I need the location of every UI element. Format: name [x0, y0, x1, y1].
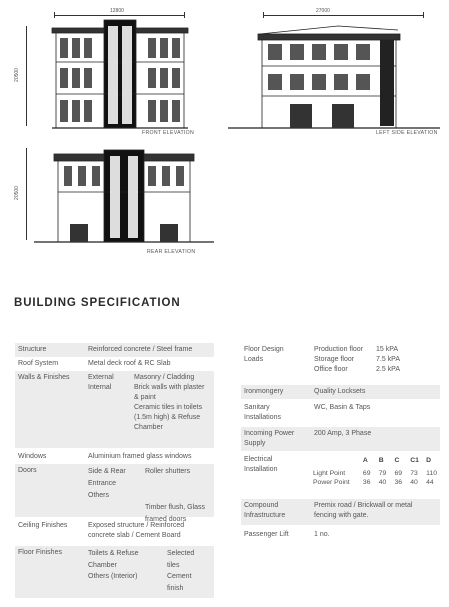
power-point-label: Power Point	[313, 479, 350, 486]
floor-load-name: Office floor	[314, 366, 348, 373]
spec-subtype: Toilets & Refuse Chamber Others (Interior)	[88, 550, 139, 580]
spec-row-floor-loads	[241, 343, 440, 383]
light-point-value: 79	[378, 469, 387, 477]
spec-label: Passenger Lift	[244, 531, 289, 538]
left-spec-table	[15, 343, 214, 598]
light-point-value: 69	[362, 469, 371, 477]
left-side-elevation-caption: LEFT SIDE ELEVATION	[376, 130, 438, 136]
spec-label: Sanitary Installations	[244, 404, 281, 421]
light-point-label: Light Point	[313, 469, 346, 477]
spec-label: Roof System	[18, 360, 59, 367]
spec-value: Selected tiles Cement finish	[167, 550, 195, 592]
spec-row-power	[241, 427, 440, 451]
rear-height-dimension: 20500	[13, 186, 20, 200]
spec-row-roof	[15, 357, 214, 371]
spec-row-electrical	[241, 453, 440, 497]
power-point-value: 36	[362, 479, 371, 486]
electrical-column-header: C	[394, 457, 400, 464]
building-specification-heading: BUILDING SPECIFICATION	[14, 297, 181, 309]
spec-subtype: External Internal	[88, 374, 114, 391]
spec-value: Premix road / Brickwall or metal fencing with gate.	[314, 502, 413, 519]
left-side-elevation-drawing	[228, 20, 440, 130]
spec-label: Doors	[18, 467, 37, 474]
spec-label: Walls & Finishes	[18, 374, 70, 381]
spec-row-lift	[241, 528, 440, 542]
spec-label: Compound Infrastructure	[244, 502, 286, 519]
spec-label: Structure	[18, 346, 47, 353]
electrical-points-table	[313, 456, 440, 488]
right-spec-table	[241, 343, 440, 548]
spec-value: WC, Basin & Taps	[314, 404, 371, 411]
front-elevation-caption: FRONT ELEVATION	[142, 130, 195, 136]
spec-label: Floor Finishes	[18, 549, 62, 556]
spec-row-structure	[15, 343, 214, 357]
floor-load-name: Storage floor	[314, 356, 355, 363]
power-point-value: 44	[426, 479, 434, 486]
power-point-value: 36	[394, 479, 403, 486]
power-point-value: 40	[410, 479, 418, 486]
spec-label: Electrical Installation	[244, 456, 278, 473]
electrical-column-header: C1	[410, 457, 419, 464]
rear-elevation	[14, 146, 214, 261]
floor-load-value: 2.5 kPA	[376, 366, 400, 373]
left-width-dimension: 27000	[316, 8, 330, 14]
spec-row-compound	[241, 499, 440, 525]
spec-row-ironmongery	[241, 385, 440, 399]
spec-value: Masonry / Cladding Brick walls with plaster & paint Ceramic tiles in toilets (1.5m high) & Refuse Chamber	[134, 374, 205, 431]
spec-value: Quality Locksets	[314, 388, 366, 395]
spec-row-floor	[15, 546, 214, 598]
front-elevation-drawing	[50, 18, 190, 130]
front-width-dimension: 12800	[110, 8, 124, 14]
floor-load-value: 7.5 kPA	[376, 356, 400, 363]
electrical-column-header: A	[362, 457, 368, 464]
electrical-column-header: D	[426, 457, 432, 464]
floor-load-value: 15 kPA	[376, 346, 399, 353]
spec-label: Ironmongery	[244, 388, 284, 395]
spec-row-ceiling	[15, 519, 214, 545]
spec-value: 1 no.	[314, 531, 330, 538]
spec-label: Floor Design Loads	[244, 346, 284, 363]
left-side-elevation	[228, 6, 443, 141]
spec-subtype: Side & Rear Entrance Others	[88, 468, 126, 499]
rear-elevation-drawing	[34, 146, 214, 244]
spec-value: Exposed structure / Reinforced concrete slab / Cement Board	[88, 522, 185, 539]
front-elevation	[14, 6, 199, 141]
spec-row-doors	[15, 464, 214, 523]
front-height-dimension: 20500	[13, 68, 20, 82]
spec-row-windows	[15, 450, 214, 464]
spec-row-walls	[15, 371, 214, 448]
power-point-value: 40	[378, 479, 387, 486]
floor-load-name: Production floor	[314, 346, 364, 353]
spec-value: Reinforced concrete / Steel frame	[88, 346, 193, 353]
spec-value: Metal deck roof & RC Slab	[88, 360, 171, 367]
spec-value: Roller shutters Timber flush, Glass framed doors	[145, 468, 206, 523]
light-point-value: 69	[394, 469, 403, 477]
spec-label: Ceiling Finishes	[18, 522, 68, 529]
rear-elevation-caption: REAR ELEVATION	[147, 249, 196, 255]
spec-value: Aluminium framed glass windows	[88, 453, 192, 460]
light-point-value: 110	[426, 469, 437, 477]
light-point-value: 73	[410, 469, 418, 477]
spec-row-sanitary	[241, 401, 440, 425]
spec-label: Windows	[18, 453, 47, 460]
spec-value: 200 Amp, 3 Phase	[314, 430, 372, 437]
spec-label: Incoming Power Supply	[244, 430, 295, 447]
electrical-column-header: B	[378, 457, 384, 464]
